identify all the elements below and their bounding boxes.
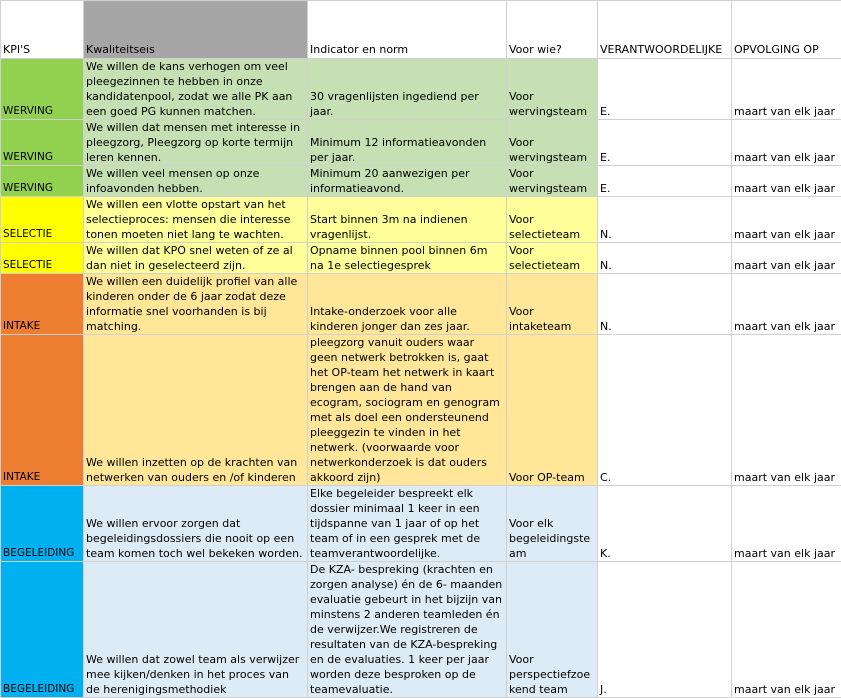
verantwoordelijke-cell[interactable]: K.	[598, 486, 732, 562]
voor-wie-cell[interactable]: Voor wervingsteam	[507, 59, 598, 120]
kwaliteitseis-cell[interactable]: We willen veel mensen op onze infoavonden hebben.	[84, 166, 308, 197]
kwaliteitseis-cell[interactable]: We willen een duidelijk profiel van alle kinderen onder de 6 jaar zodat deze informatie snel voorhanden is bij matching.	[84, 274, 308, 335]
header-kwaliteitseis[interactable]: Kwaliteitseis	[84, 1, 308, 59]
kpi-cell[interactable]: BEGELEIDING	[1, 562, 84, 698]
kwaliteitseis-cell[interactable]: We willen ervoor zorgen dat begeleidingsdossiers die nooit op een team komen toch wel bekeken worden.	[84, 486, 308, 562]
header-verantwoordelijke[interactable]: VERANTWOORDELIJKE	[598, 1, 732, 59]
verantwoordelijke-cell[interactable]: N.	[598, 274, 732, 335]
verantwoordelijke-cell[interactable]: C.	[598, 335, 732, 486]
header-indicator[interactable]: Indicator en norm	[308, 1, 507, 59]
voor-wie-cell[interactable]: Voor elk begeleidingsteam	[507, 486, 598, 562]
opvolging-cell[interactable]: maart van elk jaar	[732, 486, 841, 562]
opvolging-cell[interactable]: maart van elk jaar	[732, 120, 841, 166]
opvolging-cell[interactable]: maart van elk jaar	[732, 335, 841, 486]
indicator-cell[interactable]: Elke begeleider bespreekt elk dossier minimaal 1 keer in een tijdspanne van 1 jaar of op het team of in een gesprek met de teamverantwoordelijke.	[308, 486, 507, 562]
voor-wie-cell[interactable]: Voor OP-team	[507, 335, 598, 486]
verantwoordelijke-cell[interactable]: E.	[598, 120, 732, 166]
voor-wie-cell[interactable]: Voor intaketeam	[507, 274, 598, 335]
kwaliteitseis-cell[interactable]: We willen dat KPO snel weten of ze al dan niet in geselecteerd zijn.	[84, 243, 308, 274]
table-row	[1, 243, 841, 274]
opvolging-cell[interactable]: maart van elk jaar	[732, 562, 841, 698]
voor-wie-cell[interactable]: Voor selectieteam	[507, 243, 598, 274]
kwaliteitseis-cell[interactable]: We willen dat mensen met interesse in pleegzorg, Pleegzorg op korte termijn leren kennen.	[84, 120, 308, 166]
kpi-cell[interactable]: WERVING	[1, 166, 84, 197]
kwaliteitseis-cell[interactable]: We willen inzetten op de krachten van netwerken van ouders en /of kinderen	[84, 335, 308, 486]
kpi-cell[interactable]: WERVING	[1, 120, 84, 166]
voor-wie-cell[interactable]: Voor perspectiefzoekend team	[507, 562, 598, 698]
table-row	[1, 486, 841, 562]
table-row	[1, 197, 841, 243]
header-opvolging[interactable]: OPVOLGING OP	[732, 1, 841, 59]
table-row	[1, 335, 841, 486]
kpi-cell[interactable]: BEGELEIDING	[1, 486, 84, 562]
voor-wie-cell[interactable]: Voor wervingsteam	[507, 120, 598, 166]
table-row	[1, 562, 841, 698]
opvolging-cell[interactable]: maart van elk jaar	[732, 197, 841, 243]
opvolging-cell[interactable]: maart van elk jaar	[732, 59, 841, 120]
kpi-cell[interactable]: INTAKE	[1, 274, 84, 335]
opvolging-cell[interactable]: maart van elk jaar	[732, 243, 841, 274]
kpi-cell[interactable]: WERVING	[1, 59, 84, 120]
indicator-cell[interactable]: Minimum 12 informatieavonden per jaar.	[308, 120, 507, 166]
kpi-cell[interactable]: SELECTIE	[1, 243, 84, 274]
verantwoordelijke-cell[interactable]: N.	[598, 243, 732, 274]
indicator-cell[interactable]: Opname binnen pool binnen 6m na 1e selectiegesprek	[308, 243, 507, 274]
table-row	[1, 120, 841, 166]
header-kpi[interactable]: KPI'S	[1, 1, 84, 59]
kpi-cell[interactable]: INTAKE	[1, 335, 84, 486]
voor-wie-cell[interactable]: Voor selectieteam	[507, 197, 598, 243]
kwaliteitseis-cell[interactable]: We willen de kans verhogen om veel pleegezinnen te hebben in onze kandidatenpool, zodat we alle PK aan een goed PG kunnen matchen.	[84, 59, 308, 120]
indicator-cell[interactable]: Minimum 20 aanwezigen per informatieavond.	[308, 166, 507, 197]
indicator-cell[interactable]: pleegzorg vanuit ouders waar geen netwerk betrokken is, gaat het OP-team het netwerk in kaart brengen aan de hand van ecogram, sociogram en genogram met als doel een ondersteunend pleeggezin te vinden in het netwerk. (voorwaarde voor netwerkonderzoek is dat ouders akkoord zijn)	[308, 335, 507, 486]
opvolging-cell[interactable]: maart van elk jaar	[732, 274, 841, 335]
indicator-cell[interactable]: Start binnen 3m na indienen vragenlijst.	[308, 197, 507, 243]
indicator-cell[interactable]: Intake-onderzoek voor alle kinderen jonger dan zes jaar.	[308, 274, 507, 335]
table-row	[1, 274, 841, 335]
indicator-cell[interactable]: De KZA- bespreking (krachten en zorgen analyse) én de 6- maanden evaluatie gebeurt in het bijzijn van minstens 2 anderen teamleden én de verwijzer.We registreren de resultaten van de KZA-bespreking en de evaluaties. 1 keer per jaar worden deze besproken op de teamevaluatie.	[308, 562, 507, 698]
verantwoordelijke-cell[interactable]: N.	[598, 197, 732, 243]
verantwoordelijke-cell[interactable]: E.	[598, 59, 732, 120]
kwaliteitseis-cell[interactable]: We willen een vlotte opstart van het selectieproces: mensen die interesse tonen moeten niet lang te wachten.	[84, 197, 308, 243]
kpi-cell[interactable]: SELECTIE	[1, 197, 84, 243]
kwaliteitseis-cell[interactable]: We willen dat zowel team als verwijzer mee kijken/denken in het proces van de herenigingsmethodiek	[84, 562, 308, 698]
table-row	[1, 166, 841, 197]
header-row	[1, 1, 841, 59]
opvolging-cell[interactable]: maart van elk jaar	[732, 166, 841, 197]
voor-wie-cell[interactable]: Voor wervingsteam	[507, 166, 598, 197]
verantwoordelijke-cell[interactable]: E.	[598, 166, 732, 197]
header-voor-wie[interactable]: Voor wie?	[507, 1, 598, 59]
table-row	[1, 59, 841, 120]
indicator-cell[interactable]: 30 vragenlijsten ingediend per jaar.	[308, 59, 507, 120]
verantwoordelijke-cell[interactable]: J.	[598, 562, 732, 698]
